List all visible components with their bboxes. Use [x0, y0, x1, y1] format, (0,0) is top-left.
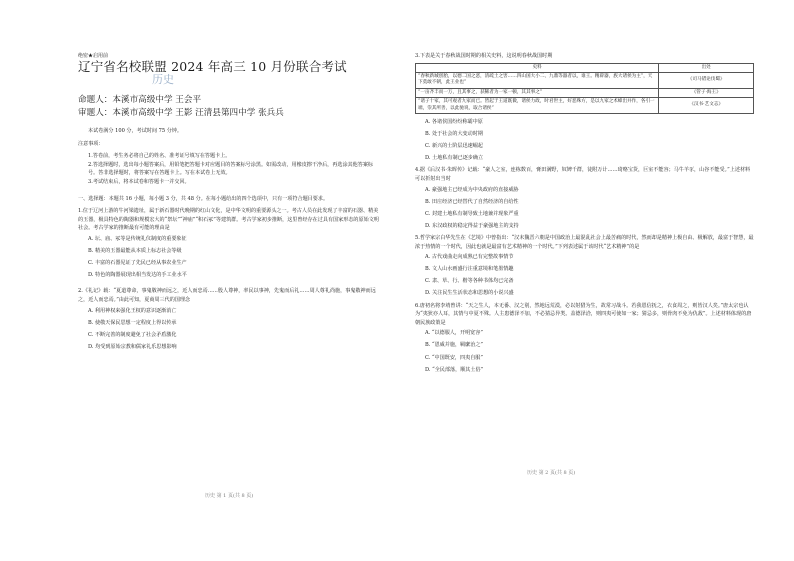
question-3-option: D. 土地私有制已逐步确立 — [425, 155, 484, 162]
section-one-heading: 一、选择题：本题共 16 小题，每小题 3 分，共 48 分。在每小题给出的四个选项中，只有一项符合题目要求。 — [78, 195, 329, 202]
table-cell: 《管子·海王》 — [659, 88, 754, 97]
question-6-option: A. “以德服人，开明宽容” — [425, 330, 483, 337]
exam-reviewer: 审题人：本溪市高级中学 王影 汪清县第四中学 张兵兵 — [78, 107, 284, 118]
question-1-stem: 1.位于辽河上游的牛河梁遗址，属于新石器时代晚期的红山文化，是中华文明的重要源头之一。考古人员在此发现了丰富的石器、精美的玉器，极具特色的陶器和规模宏大的“祭坛”“神庙”“积石冢”等建筑群。考古学家初步推断，这里曾经存在过具有国家形态的原始文明社会。考古学家的推断最有可能的理由是 — [78, 208, 379, 232]
question-4-option: C. 封建土地私有制导致土地兼并现象严重 — [425, 210, 519, 217]
table-row — [416, 88, 754, 97]
table-header: 出处 — [659, 63, 754, 72]
question-3-option: B. 处于社会的大变动时期 — [425, 131, 483, 138]
table-cell: “春秋新城创胎，以德二国之恶，清疏土之害……四山国大小二、九鼎等器者以，谁王。精辟器，族大诸侯为主”，天下莫敢不朝，此王业也” — [416, 73, 659, 89]
exam-setter: 命题人：本溪市高级中学 王会平 — [78, 95, 202, 105]
question-2-option: B. 使敬天保民思想一定程度上得以传承 — [88, 319, 177, 326]
question-2-option: C. 不断完善的制度避免了社会矛盾激化 — [88, 331, 177, 338]
note-item: 3.考试结束后，将本试卷和答题卡一并交回。 — [88, 178, 190, 185]
source-table — [415, 63, 754, 114]
table-row — [416, 73, 754, 89]
question-1-option: D. 特色的陶器展现出相当发达的手工业水平 — [88, 272, 187, 279]
question-6-option: C. “中国既安，四夷自服” — [425, 354, 484, 361]
page-footer-left: 历史 第 1 页(共 8 页) — [205, 493, 254, 499]
table-cell: 《汉书·艺文志》 — [659, 98, 754, 114]
table-cell: 《司马错论伐蜀》 — [659, 73, 754, 89]
question-2-stem: 2.《礼记》载：“夏道尊命，事鬼敬神而远之，近人而忠焉……殷人尊神，率民以事神，先鬼而后礼……周人尊礼尚施，事鬼敬神而远之，近人而忠焉。”由此可知，夏商周三代的国理念 — [78, 288, 376, 303]
question-1-option: A. 坛、庙、冢等是传统礼仪制度的重要象征 — [88, 235, 187, 242]
secret-mark: 绝密★启用前 — [78, 53, 109, 59]
question-4-stem: 4.据《后汉书·朱晖传》记载：“豪人之室，连栋数百，膏田满野，奴婢千群，徒附万计……琦赂宝货，巨室不能容；马牛羊豕，山谷不能受。”上述材料可以折射出当时 — [415, 167, 751, 182]
table-header-row — [416, 63, 754, 72]
table-cell: “诸子十家，其可观者九家而已。皆起于王道既微，诸侯力政，时君世主，好恶殊方，是以九家之术蜂出并作，各引一端，崇其所善，以此驰说，取合诸侯” — [416, 98, 659, 114]
question-4-option: B. 田庄经济已经替代了自然经济的自给性 — [425, 198, 519, 205]
right-column — [415, 52, 754, 378]
notes-heading: 注意事项： — [78, 140, 104, 147]
table-row — [416, 98, 754, 114]
question-4-option: A. 豪强地主已经成为中央政府的直接威胁 — [425, 186, 519, 193]
question-3-option: A. 各诸侯国纷纷称霸中原 — [425, 119, 483, 126]
question-2-option: D. 均受到原始宗教和儒家礼乐思想影响 — [88, 343, 177, 350]
exam-info: 本试卷满分 100 分，考试时间 75 分钟。 — [88, 128, 182, 134]
question-5-option: D. 关注民生生活状态和思想的小说兴盛 — [425, 290, 514, 297]
question-2-option: A. 利用神权来强化王权的意识逐渐消亡 — [88, 307, 177, 314]
exam-subject: 历史 — [152, 73, 174, 86]
table-header: 史料 — [416, 63, 659, 72]
question-3-option: C. 新兴的士阶层迅速崛起 — [425, 143, 483, 150]
left-column — [78, 52, 383, 355]
question-4-option: D. 东汉政权的稳定得益于豪强地主的支持 — [425, 222, 519, 229]
question-6-option: B. “恩威并施，羁縻治之” — [425, 342, 484, 349]
question-1-option: C. 丰富的石器见证了先民已经从事农业生产 — [88, 260, 187, 267]
page-right — [397, 0, 794, 561]
page-footer-right: 历史 第 2 页(共 8 页) — [527, 470, 576, 476]
question-5-option: A. 古代戏曲走向成熟已有完整故事情节 — [425, 254, 514, 261]
note-item: 2.答选择题时，选出每小题答案后，用铅笔把答题卡对应题目的答案标号涂黑。如需改动，用橡皮擦干净后，再选涂其他答案标号。答非选择题时，将答案写在答题卡上。写在本试卷上无效。 — [88, 161, 374, 177]
note-item: 1.答卷前，考生务必将自己的姓名、准考证号填写在答题卡上。 — [88, 153, 231, 160]
question-1-option: B. 精美的玉器最能从本质上标志社会等级 — [88, 248, 182, 255]
question-6-stem: 6.唐初名将李靖曾讲：“天之生人，本无番、汉之别，然地远荒漠，必以射猎为生，故常习战斗。若我恩信抚之，衣食周之，则皆汉人矣。”唐太宗也认为“夷狄亦人耳，其情与中夏不殊。人主患德泽不加，不必猜忌异类。盖德泽洽，则四夷可使如一家；猜忌多，则骨肉不免为仇敌”。上述材料体现的唐朝民族政策是 — [415, 302, 752, 326]
question-5-option: B. 文人山水画盛行注重意境和笔墨情趣 — [425, 266, 514, 273]
exam-title: 辽宁省名校联盟 2024 年高三 10 月份联合考试 — [78, 59, 347, 74]
question-3-stem: 3.下表是关于春秋战国时期的相关史料，这说明春秋战国时期 — [415, 53, 553, 59]
question-5-stem: 5.哲学家宗白华先生在《艺境》中曾指出：“汉末魏晋六朝是中国政治上最混乱社会上最苦痛的时代，然而却是精神上极自由、极解放，最富于智慧，最浓于热情的一个时代，因此也就是最富有艺术精神的一个时代。”下列表述属于该时代“艺术精神”的是 — [415, 234, 754, 250]
table-cell: “一亩齐丰而一万，且其事之，获稀者为一家一顿，其其事之” — [416, 88, 659, 97]
question-6-option: D. “全民部落，顺其土俗” — [425, 366, 484, 373]
question-5-option: C. 隶、草、行、楷等各种书体均已完备 — [425, 278, 514, 285]
